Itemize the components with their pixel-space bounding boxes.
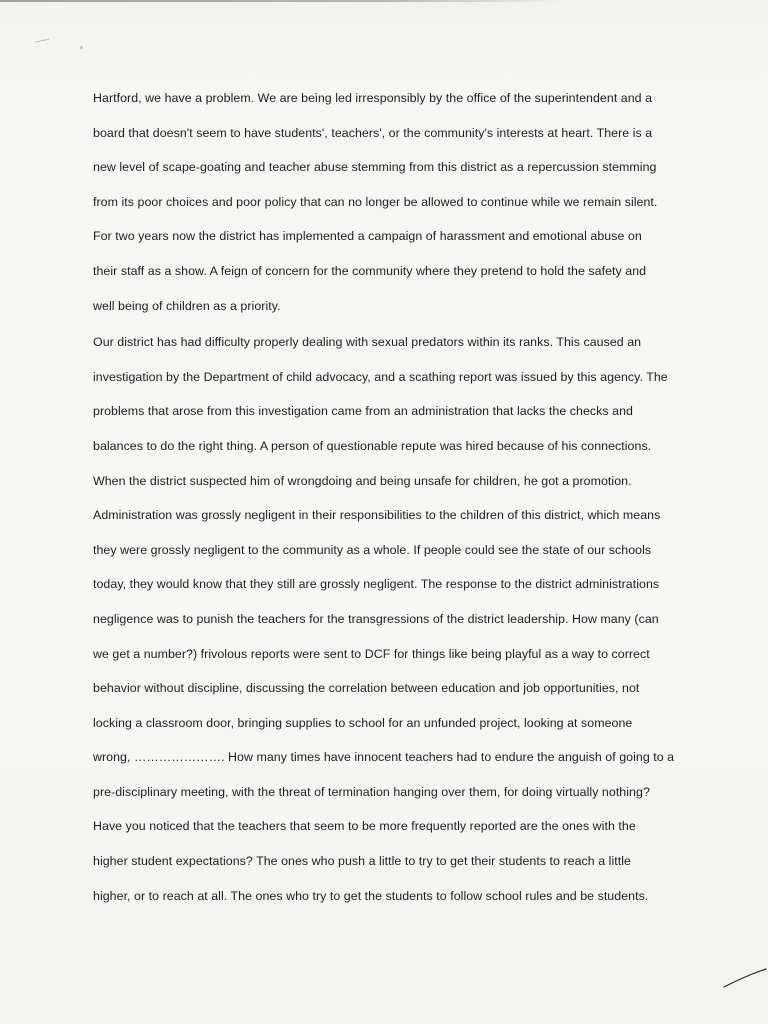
text-line: investigation by the Department of child advocacy, and a scathing report was issued by this agency. The	[93, 369, 668, 384]
text-line: negligence was to punish the teachers for the transgressions of the district leadership. How many (can	[93, 611, 659, 626]
text-line: new level of scape-goating and teacher abuse stemming from this district as a repercussion stemming	[93, 160, 657, 175]
scan-mark	[35, 39, 50, 49]
letter-body	[93, 87, 693, 919]
text-line: Hartford, we have a problem. We are being led irresponsibly by the office of the superintendent and a	[93, 91, 653, 105]
text-line: locking a classroom door, bringing supplies to school for an unfunded project, looking at someone	[93, 715, 633, 730]
text-line: higher student expectations? The ones who push a little to try to get their students to reach a little	[93, 854, 631, 869]
text-line: wrong, …………………. How many times have innocent teachers had to endure the anguish of going to a	[93, 750, 675, 765]
pen-stroke-mark	[718, 955, 768, 995]
text-line: When the district suspected him of wrongdoing and being unsafe for children, he got a promotion.	[93, 473, 632, 488]
text-line: pre-disciplinary meeting, with the threat of termination hanging over them, for doing virtually nothing?	[93, 784, 650, 799]
text-line: well being of children as a priority.	[93, 298, 281, 313]
text-line: they were grossly negligent to the community as a whole. If people could see the state of our schools	[93, 542, 652, 557]
text-line: we get a number?) frivolous reports were sent to DCF for things like being playful as a way to correct	[93, 646, 650, 661]
text-line: problems that arose from this investigation came from an administration that lacks the checks and	[93, 404, 633, 419]
text-line: board that doesn't seem to have students', teachers', or the community's interests at heart. There is a	[93, 125, 653, 140]
text-line: Our district has had difficulty properly dealing with sexual predators within its ranks. This caused an	[93, 335, 642, 350]
scan-dot	[80, 46, 83, 49]
text-line: balances to do the right thing. A person of questionable repute was hired because of his connections.	[93, 438, 652, 453]
paragraph-2	[93, 331, 693, 919]
text-line: behavior without discipline, discussing the correlation between education and job opportunities, not	[93, 681, 640, 696]
text-line: higher, or to reach at all. The ones who try to get the students to follow school rules and be students.	[93, 888, 649, 903]
paragraph-1	[93, 87, 693, 329]
scan-top-edge	[0, 0, 560, 2]
text-line: For two years now the district has implemented a campaign of harassment and emotional abuse on	[93, 229, 642, 244]
text-line: today, they would know that they still are grossly negligent. The response to the district administrations	[93, 577, 660, 592]
text-line: from its poor choices and poor policy that can no longer be allowed to continue while we remain silent.	[93, 194, 658, 209]
text-line: Administration was grossly negligent in their responsibilities to the children of this district, which means	[93, 508, 661, 523]
text-line: their staff as a show. A feign of concern for the community where they pretend to hold the safety and	[93, 263, 647, 278]
text-line: Have you noticed that the teachers that seem to be more frequently reported are the ones with the	[93, 819, 636, 834]
